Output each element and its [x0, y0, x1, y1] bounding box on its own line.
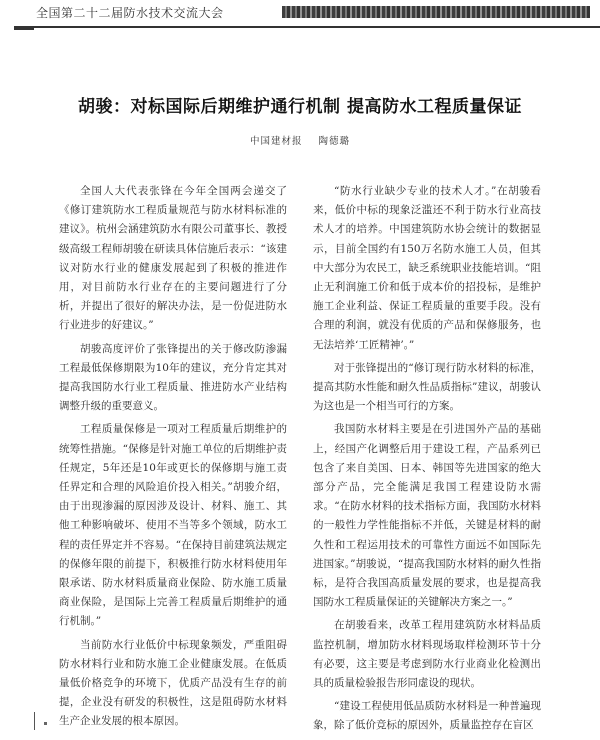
paragraph: “建设工程使用低品质防水材料是一种普遍现象，除了低价竞标的原因外，质量监控存在盲区 — [313, 700, 541, 732]
header-title: 全国第二十二届防水技术交流大会 — [36, 6, 224, 20]
paragraph: 当前防水行业低价中标现象频发，严重阻碍防水材料行业和防水施工企业健康发展。在低质量低价格竞争的环境下，优质产品没有生存的前提，企业没有研发的积极性，这是阻碍防水材料生产企业发展的根本原因。 — [59, 638, 287, 728]
paragraph: 全国人大代表张锋在今年全国两会递交了《修订建筑防水工程质量规范与防水材料标准的建议》。杭州会涵建筑防水有限公司董事长、教授级高级工程师胡骏在研读具体信施后表示：“该建议对防水行业的健康发展起到了积极的推进作用，对目前防水行业存在的主要问题进行了分析，并提出了很好的解决办法，是一份促进防水行业进步的好建议。” — [59, 185, 287, 332]
right-column — [313, 182, 541, 740]
page-edge-dot — [44, 722, 47, 725]
byline — [0, 133, 600, 147]
left-column — [59, 182, 287, 736]
paragraph: 我国防水材料主要是在引进国外产品的基础上，经国产化调整后用于建设工程，产品系列已包含了来自美国、日本、韩国等先进国家的绝大部分产品，完全能满足我国工程建设防水需求。“在防水材料的技术指标方面，我国防水材料的一般性力学性能指标不并低，关键是材料的耐久性和工程运用技术的可靠性方面远不如国际先进国家。”胡骏说，“提高我国防水材料的耐久性指标，是符合我国高质量发展的要求，也是提高我国防水工程质量保证的关键解决方案之一。” — [313, 423, 541, 609]
paragraph: 工程质量保修是一项对工程质量后期维护的统筹性措施。“保修是针对施工单位的后期维护责任规定，5年还是10年或更长的保修期与施工责任界定和合理的风险追价投入相关。”胡骏介绍，由于出现渗漏的原因涉及设计、材料、施工、其他工种影响破坏、使用不当等多个领域，防水工程的责任界定并不容易。“在保持目前建筑法规定的保修年限的前提下，积极推行防水材料使用年限承诺、防水材料质量商业保险、防水施工质量商业保险，是国际上完善工程质量后期维护的通行机制。” — [59, 423, 287, 628]
paragraph: “防水行业缺少专业的技术人才。”在胡骏看来，低价中标的现象泛滥还不利于防水行业高技术人才的培养。中国建筑防水协会统计的数据显示，目前全国约有150万名防水施工人员，但其中大部分为农民工，缺乏系统职业技能培训。“阻止无利润施工价和低于成本价的招投标，是维护施工企业利益、保证工程质量的重要手段。没有合理的利润，就没有优质的产品和保修服务，也无法培养‘工匠精神’。” — [313, 185, 541, 351]
paragraph: 在胡骏看来，改革工程用建筑防水材料品质监控机制，增加防水材料现场取样检测环节十分有必要，这主要是考虑到防水行业商业化检测出具的质量检验报告形同虚设的现状。 — [313, 619, 541, 690]
byline-source: 中国建材报 — [249, 136, 303, 147]
header-rule — [14, 26, 600, 28]
article-title: 胡骏：对标国际后期维护通行机制 提高防水工程质量保证 — [78, 97, 522, 117]
paragraph: 胡骏高度评价了张锋提出的关于修改防渗漏工程最低保修期限为10年的建议，充分肯定其对提高我国防水行业工程质量、推进防水产业结构调整升级的重要意义。 — [59, 342, 287, 413]
page-edge-mark — [34, 712, 35, 730]
paragraph: 对于张锋提出的“修订现行防水材料的标准，提高其防水性能和耐久性品质指标”建议，胡骏认为这也是一个相当可行的方案。 — [313, 361, 541, 413]
header-rule-accent — [14, 28, 34, 30]
header-decorative-band — [282, 6, 590, 18]
byline-author: 陶德璐 — [318, 136, 351, 147]
running-header — [0, 0, 600, 24]
